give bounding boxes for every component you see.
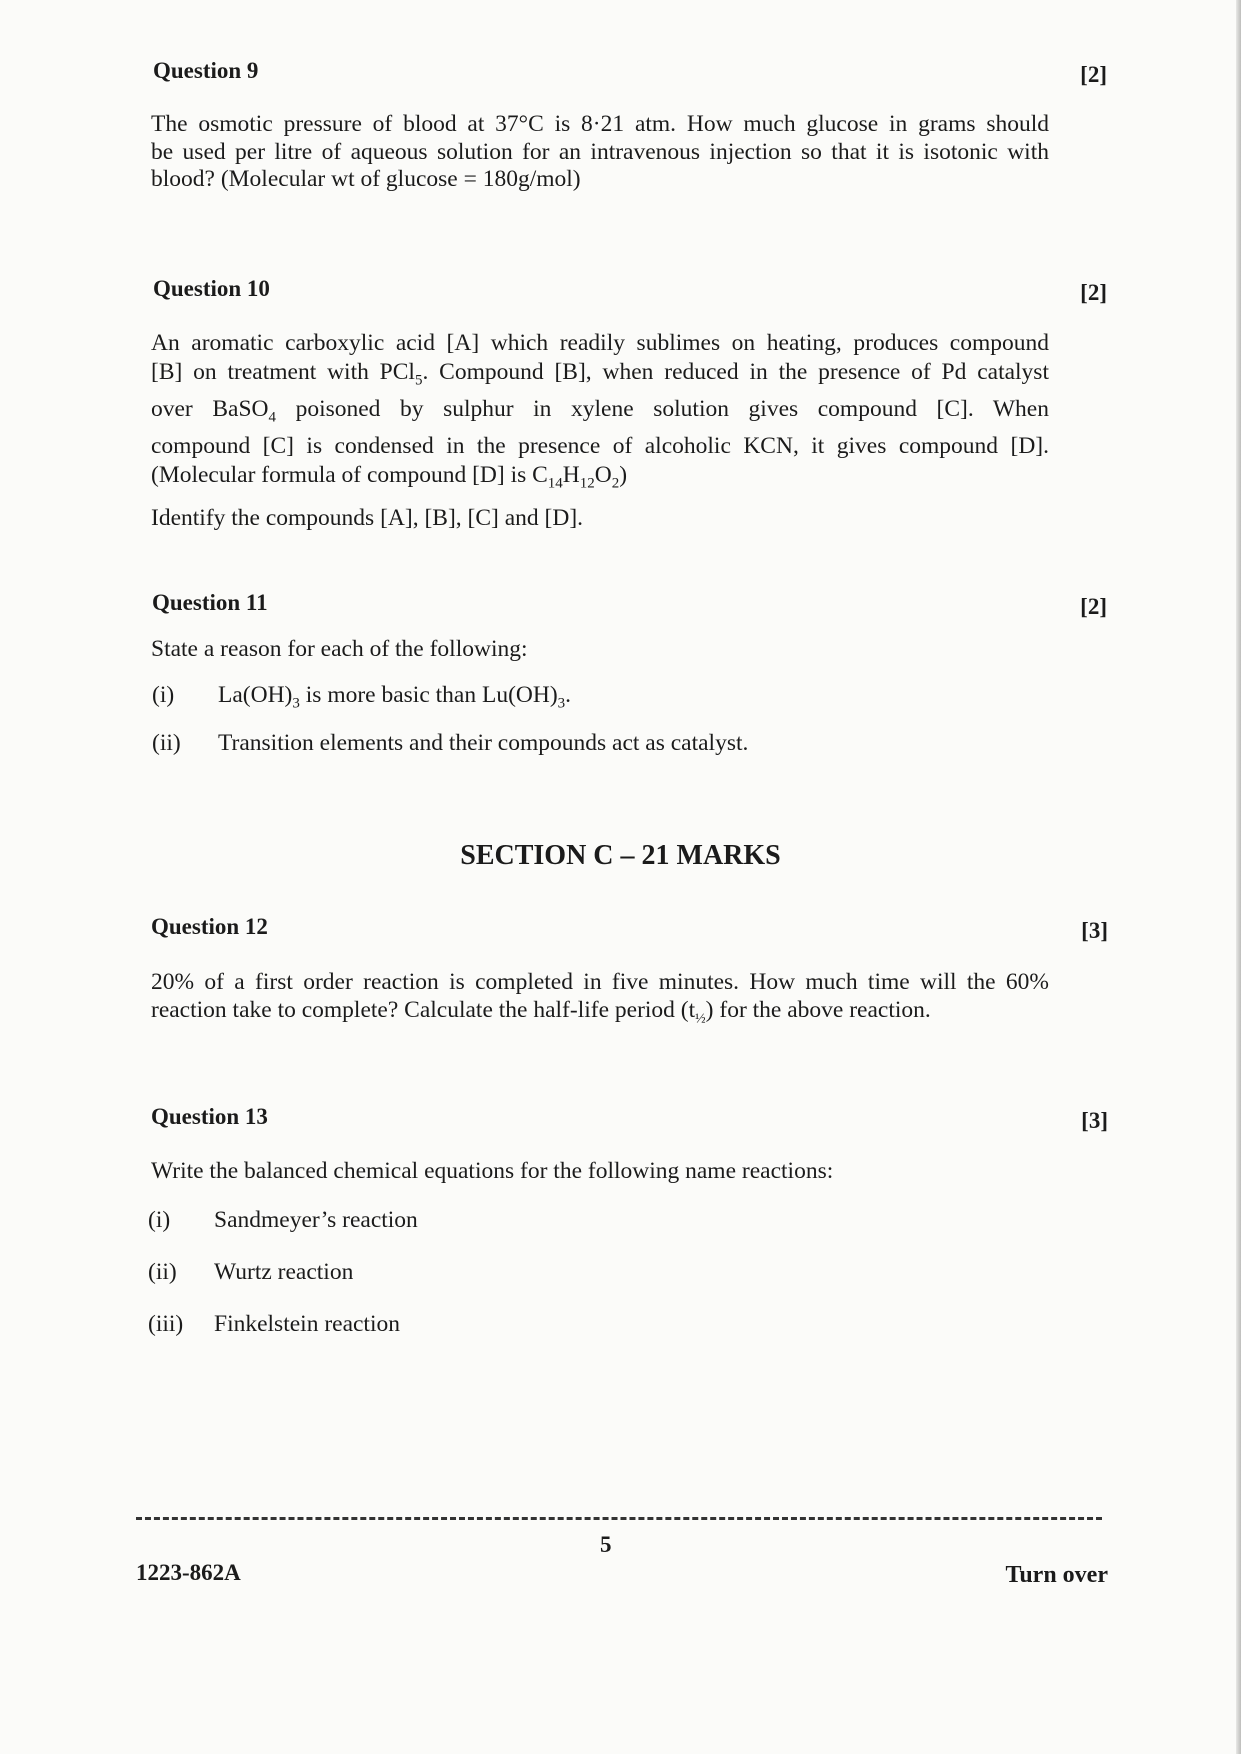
question-10-line-4: compound [C] is condensed in the presence of alcoholic KCN, it gives compound [D]. <box>151 433 1049 460</box>
question-12-text <box>151 968 1049 1034</box>
question-9-title: Question 9 <box>153 58 259 83</box>
question-10-text <box>151 329 1049 533</box>
question-13-marks: [3] <box>1081 1108 1108 1133</box>
question-11-marks: [2] <box>1080 594 1107 619</box>
page-number: 5 <box>600 1532 612 1557</box>
item-text: Sandmeyer’s reaction <box>214 1207 418 1233</box>
item-number: (i) <box>148 1207 171 1233</box>
question-10-line-1: An aromatic carboxylic acid [A] which readily sublimes on heating, produces compound <box>151 330 1049 356</box>
question-9-marks: [2] <box>1080 62 1107 87</box>
footer-divider <box>136 1517 1102 1520</box>
question-11-title: Question 11 <box>152 590 268 615</box>
item-number: (ii) <box>152 730 181 756</box>
question-11-intro: State a reason for each of the following: <box>151 636 528 662</box>
item-text: Transition elements and their compounds act as catalyst. <box>218 730 749 756</box>
question-9-line-2: be used per litre of aqueous solution for an intravenous injection so that it is isotonic with <box>151 138 1049 165</box>
item-number: (i) <box>152 682 175 708</box>
question-10-title: Question 10 <box>153 276 270 301</box>
section-heading: SECTION C – 21 MARKS <box>460 840 781 871</box>
question-9-line-3: blood? (Molecular wt of glucose = 180g/mol) <box>151 166 581 192</box>
question-13-title: Question 13 <box>151 1104 268 1129</box>
item-number: (ii) <box>148 1259 177 1285</box>
question-12-marks: [3] <box>1081 918 1108 943</box>
question-10-marks: [2] <box>1080 280 1107 305</box>
question-12-line-1: 20% of a first order reaction is completed in five minutes. How much time will the 60% <box>151 969 1049 995</box>
item-number: (iii) <box>148 1311 184 1337</box>
question-10-line-6: Identify the compounds [A], [B], [C] and [D]. <box>151 505 584 532</box>
page-edge <box>1236 0 1241 1754</box>
question-13-intro: Write the balanced chemical equations for the following name reactions: <box>151 1158 834 1184</box>
question-12-line-2: reaction take to complete? Calculate the half-life period $(t_{\frac{1}{2}})$ for the above reaction. <box>151 997 931 1027</box>
question-9-text <box>151 111 1049 194</box>
question-9-line-1: The osmotic pressure of blood at 37°C is 8·21 atm. How much glucose in grams should <box>151 111 1049 137</box>
item-text: Finkelstein reaction <box>214 1311 400 1337</box>
item-text: Wurtz reaction <box>214 1259 354 1285</box>
item-text: $La(OH)_3$ is more basic than $Lu(OH)_3$. <box>218 682 572 712</box>
turn-over-label: Turn over <box>1005 1562 1108 1588</box>
paper-code: 1223-862A <box>136 1560 241 1585</box>
question-10-line-5: (Molecular formula of compound [D] is $C_{14}H_{12}O_2$) <box>151 461 628 492</box>
question-10-line-2: [B] on treatment with PCl$_5$. Compound [B], when reduced in the presence of Pd catalyst <box>151 358 1049 389</box>
question-12-title: Question 12 <box>151 914 268 939</box>
question-10-line-3: over BaSO$_4$ poisoned by sulphur in xylene solution gives compound [C]. When <box>151 395 1049 426</box>
